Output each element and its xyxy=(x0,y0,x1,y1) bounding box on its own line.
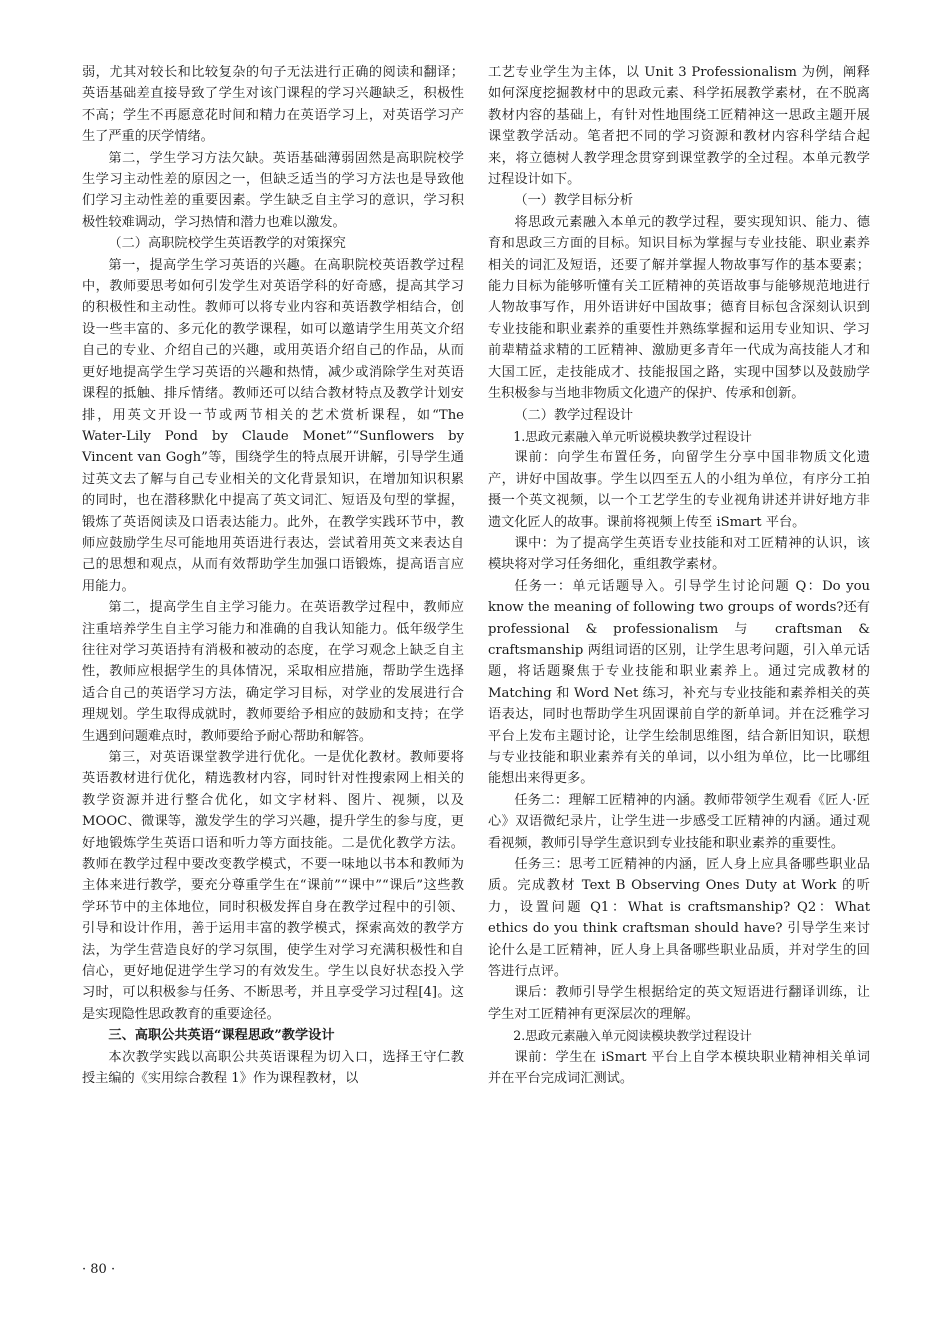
left-column xyxy=(82,62,464,1090)
paragraph: 任务三：思考工匠精神的内涵，匠人身上应具备哪些职业品质。完成教材 Text B Observing Ones Duty at Work 的听力，设置问题 Q1：What is craftsmanship? Q2：What ethics do you think craftsman should have? 引导学生来讨论什么是工匠精神，匠人身上具备哪些职业品质，并对学生的回答进行点评。 xyxy=(488,857,870,980)
paragraph: 弱，尤其对较长和比较复杂的句子无法进行正确的阅读和翻译；英语基础差直接导致了学生对该门课程的学习兴趣缺乏，积极性不高；学生不再愿意花时间和精力在英语学习上，对英语学习产生了严重的厌学情绪。 xyxy=(82,65,464,145)
paragraph: 第一，提高学生学习英语的兴趣。在高职院校英语教学过程中，教师要思考如何引发学生对英语学科的好奇感，提高其学习的积极性和主动性。教师可以将专业内容和英语教学相结合，创设一些丰富的、多元化的教学课程，如可以邀请学生用英文介绍自己的专业、介绍自己的兴趣，或用英语介绍自己的作品，从而更好地提高学生学习英语的兴趣和热情，减少或消除学生对英语课程的抵触、排斥情绪。教师还可以结合教材特点及教学计划安排，用英文开设一节或两节相关的艺术赏析课程，如“The Water-Lily Pond by Claude Monet”“Sunflowers by Vincent van Gogh”等，围绕学生的特点展开讲解，引导学生通过英文去了解与自己专业相关的文化背景知识，在增加知识积累的同时，也在潜移默化中提高了英文词汇、短语及句型的掌握，锻炼了英语阅读及口语表达能力。此外，在教学实践环节中，教师应鼓励学生尽可能地用英语进行表达，尝试着用英文来表达自己的思想和观点，从而有效帮助学生加强口语锻炼，提高语言应用能力。 xyxy=(82,257,464,594)
paragraph: 任务一：单元话题导入。引导学生讨论问题 Q：Do you know the meaning of following two groups of words?还有 professional & professionalism 与 craftsman & craftsmanship 两组词语的区别，让学生思考问题，引入单元话题，将话题聚焦于专业技能和职业素养上。通过完成教材的 Matching 和 Word Net 练习，补充与专业技能和素养相关的英语表达，同时也帮助学生巩固课前自学的新单词。并在泛雅学习平台上发布主题讨论，让学生绘制思维图，结合新旧知识，联想与专业技能和职业素养有关的单词，以小组为单位，比一比哪组能想出来得更多。 xyxy=(488,578,870,787)
paragraph: 课后：教师引导学生根据给定的英文短语进行翻译训练，让学生对工匠精神有更深层次的理解。 xyxy=(488,985,870,1022)
paragraph: 课前：学生在 iSmart 平台上自学本模块职业精神相关单词并在平台完成词汇测试。 xyxy=(488,1049,870,1087)
page-number: · 80 · xyxy=(82,1262,116,1277)
subsection-heading: 1.思政元素融入单元听说模块教学过程设计 xyxy=(513,428,752,444)
paragraph: 第二，学生学习方法欠缺。英语基础薄弱固然是高职院校学生学习主动性差的原因之一，但缺乏适当的学习方法也是导致他们学习主动性差的重要因素。学生缺乏自主学习的意识，学习积极性较难调动，学习热情和潜力也难以激发。 xyxy=(82,150,464,230)
subsection-heading: 2.思政元素融入单元阅读模块教学过程设计 xyxy=(513,1028,752,1044)
paragraph: 课中：为了提高学生英语专业技能和对工匠精神的认识，该模块将对学习任务细化，重组教学素材。 xyxy=(488,535,870,573)
paragraph: 将思政元素融入本单元的教学过程，要实现知识、能力、德育和思政三方面的目标。知识目标为掌握与专业技能、职业素养相关的词汇及短语，还要了解并掌握人物故事写作的基本要素；能力目标为能够听懂有关工匠精神的英语故事与能够规范地进行人物故事写作，用外语讲好中国故事；德育目标包含深刻认识到专业技能和职业素养的重要性并熟练掌握和运用专业知识、学习前辈精益求精的工匠精神、激励更多青年一代成为高技能人才和大国工匠，走技能成才、技能报国之路，实现中国梦以及鼓励学生积极参与当地非物质文化遗产的保护、传承和创新。 xyxy=(488,214,870,402)
paragraph: 本次教学实践以高职公共英语课程为切入口，选择王守仁教授主编的《实用综合教程 1》作为课程教材，以 xyxy=(82,1049,464,1087)
right-column xyxy=(488,62,870,1090)
paragraph: 课前：向学生布置任务，向留学生分享中国非物质文化遗产，讲好中国故事。学生以四至五人的小组为单位，有序分工拍摄一个英文视频，以一个工艺学生的专业视角讲述并讲好地方非遗文化匠人的故事。课前将视频上传至 iSmart 平台。 xyxy=(488,450,870,530)
section-heading: 三、高职公共英语“课程思政”教学设计 xyxy=(108,1028,335,1044)
paragraph: 第二，提高学生自主学习能力。在英语教学过程中，教师应注重培养学生自主学习能力和准确的自我认知能力。低年级学生往往对学习英语持有消极和被动的态度，在学习观念上缺乏自主性，教师应根据学生的具体情况，采取相应措施，帮助学生选择适合自己的英语学习方法，确定学习目标，对学业的发展进行合理规划。学生取得成就时，教师要给予相应的鼓励和支持；在学生遇到问题难点时，教师要给予耐心帮助和解答。 xyxy=(82,600,464,744)
paragraph: 第三，对英语课堂教学进行优化。一是优化教材。教师要将英语教材进行优化，精选教材内容，同时针对性搜索网上相关的教学资源并进行整合优化，如文字材料、图片、视频，以及 MOOC、微课等，激发学生的学习兴趣，提升学生的参与度，更好地锻炼学生英语口语和听力等方面技能。二是优化教学方法。教师在教学过程中要改变教学模式，不要一味地以书本和教师为主体来进行教学，要充分尊重学生在“课前”“课中”“课后”这些教学环节中的主体地位，同时积极发挥自身在教学过程中的引领、引导和设计作用，善于运用丰富的教学模式，探索高效的教学方法，为学生营造良好的学习氛围，使学生对学习充满积极性和自信心，更好地促进学生学习的有效发生。学生以良好状态投入学习时，可以积极参与任务、不断思考，并且享受学习过程[4]。这是实现隐性思政教育的重要途径。 xyxy=(82,750,464,1022)
paragraph: 工艺专业学生为主体，以 Unit 3 Professionalism 为例，阐释如何深度挖掘教材中的思政元素、科学拓展教学素材，在不脱离教材内容的基础上，有针对性地围绕工匠精神这一思政主题开展课堂教学活动。笔者把不同的学习资源和教材内容科学结合起来，将立德树人教学理念贯穿到课堂教学的全过程。本单元教学过程设计如下。 xyxy=(488,65,870,188)
section-heading: （一）教学目标分析 xyxy=(514,193,634,209)
section-heading: （二）教学过程设计 xyxy=(514,407,634,423)
paragraph: 任务二：理解工匠精神的内涵。教师带领学生观看《匠人·匠心》双语微纪录片，让学生进一步感受工匠精神的内涵。通过观看视频，教师引导学生意识到专业技能和职业素养的重要性。 xyxy=(488,792,870,851)
section-heading: （二）高职院校学生英语教学的对策探究 xyxy=(108,236,346,252)
